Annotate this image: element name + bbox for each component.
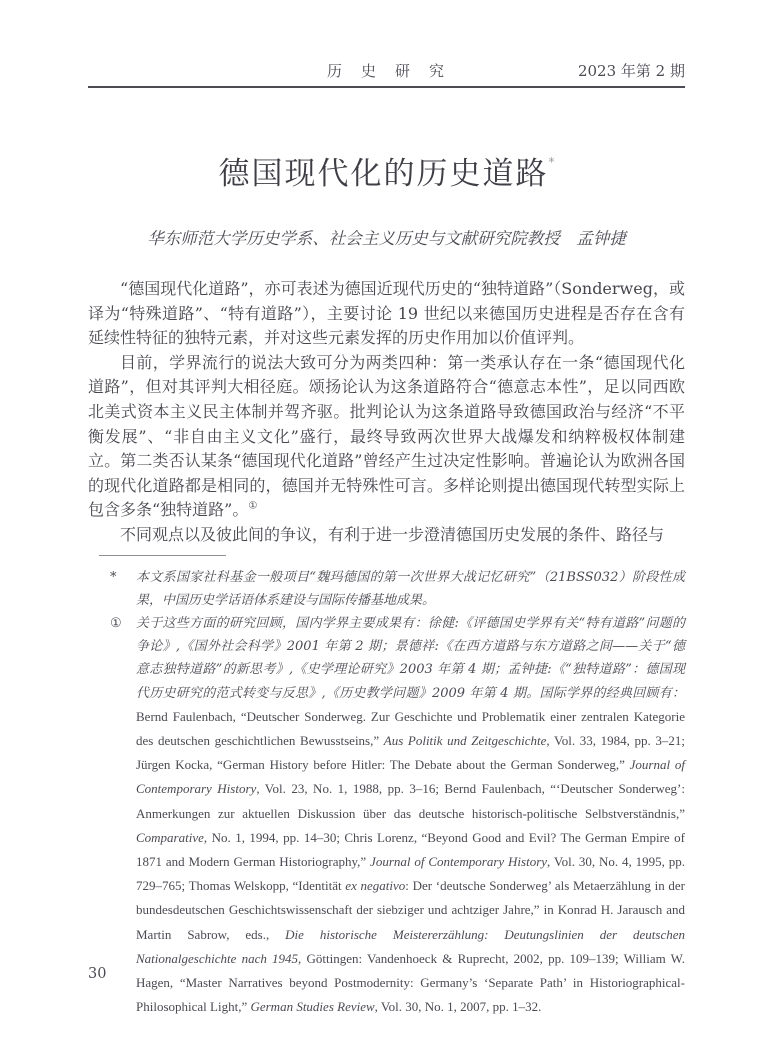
article-title-text: 德国现代化的历史道路 xyxy=(218,156,549,192)
footnotes xyxy=(88,566,685,1020)
page-content xyxy=(88,0,685,1019)
paragraph: 不同观点以及彼此间的争议，有利于进一步澄清德国历史发展的条件、路径与 xyxy=(120,524,665,544)
article-body xyxy=(88,277,685,548)
footnote xyxy=(88,612,685,1019)
title-note-marker: * xyxy=(548,155,555,169)
author-line: 华东师范大学历史学系、社会主义历史与文献研究院教授 孟钟捷 xyxy=(147,229,626,248)
paragraph: “德国现代化道路”，亦可表述为德国近现代历史的“独特道路”（Sonderweg，或译为“特殊道路”、“特有道路”），主要讨论 19 世纪以来德国历史进程是否存在含有延续性特征的独特元素，并对这些元素发挥的历史作用加以价值评判。 xyxy=(88,279,685,348)
page-number: 30 xyxy=(88,966,107,982)
footnote-text: 关于这些方面的研究回顾，国内学界主要成果有：徐健:《评德国史学界有关“特有道路”问题的争论》,《国外社会科学》2001 年第 2 期；景德祥:《在西方道路与东方道路之间——关于“德意志独特道路”的新思考》,《史学理论研究》2003 年第 4 期；孟钟捷:《“独特道路”：德国现代历史研究的范式转变与反思》,《历史教学问题》2009 年第 4 期。国际学界的经典回顾有：Bernd Faulenbach, “Deutscher Sonderweg. Zur Geschichte und Problematik einer zentralen Kategorie des deutschen geschichtlichen Bewusstseins,” Aus Politik und Zeitgeschichte, Vol. 33, 1984, pp. 3–21; Jürgen Kocka, “German History before Hitler: The Debate about the German Sonderweg,” Journal of Contemporary History, Vol. 23, No. 1, 1988, pp. 3–16; Bernd Faulenbach, “‘Deutscher Sonderweg’: Anmerkungen zur aktuellen Diskussion über das deutsche historisch-politische Selbstverständnis,” Comparative, No. 1, 1994, pp. 14–30; Chris Lorenz, “Beyond Good and Evil? The German Empire of 1871 and Modern German Historiography,” Journal of Contemporary History, Vol. 30, No. 4, 1995, pp. 729–765; Thomas Welskopp, “Identität ex negativo: Der ‘deutsche Sonderweg’ als Metaerzählung in der bundesdeutschen Geschichtswissenschaft der siebziger und achtziger Jahre,” in Konrad H. Jarausch and Martin Sabrow, eds., Die historische Meistererzählung: Deutungslinien der deutschen Nationalgeschichte nach 1945, Göttingen: Vandenhoeck & Ruprecht, 2002, pp. 109–139; William W. Hagen, “Master Narratives beyond Postmodernity: Germany’s ‘Separate Path’ in Historiographical-Philosophical Light,” German Studies Review, Vol. 30, No. 1, 2007, pp. 1–32. xyxy=(136,615,686,1015)
paragraph: 目前，学界流行的说法大致可分为两类四种：第一类承认存在一条“德国现代化道路”，但对其评判大相径庭。颂扬论认为这条道路符合“德意志本性”，足以同西欧北美式资本主义民主体制并驾齐驱。批判论认为这条道路导致德国政治与经济“不平衡发展”、“非自由主义文化”盛行，最终导致两次世界大战爆发和纳粹极权体制建立。第二类否认某条“德国现代化道路”曾经产生过决定性影响。普遍论认为欧洲各国的现代化道路都是相同的，德国并无特殊性可言。多样论则提出德国现代转型实际上包含多条“独特道路”。① xyxy=(88,352,685,520)
footnote-text: 本文系国家社科基金一般项目“魏玛德国的第一次世界大战记忆研究”（21BSS032）阶段性成果，中国历史学话语体系建设与国际传播基地成果。 xyxy=(136,569,685,608)
header-rule xyxy=(88,86,685,88)
article-title xyxy=(88,148,685,193)
footnote xyxy=(88,566,685,612)
footnote-marker: * xyxy=(110,569,117,585)
journal-name: 历 史 研 究 xyxy=(326,62,446,80)
footnote-marker: ① xyxy=(110,615,122,631)
footnote-divider xyxy=(99,555,226,556)
running-head xyxy=(88,60,685,82)
issue-label: 2023 年第 2 期 xyxy=(577,62,685,80)
